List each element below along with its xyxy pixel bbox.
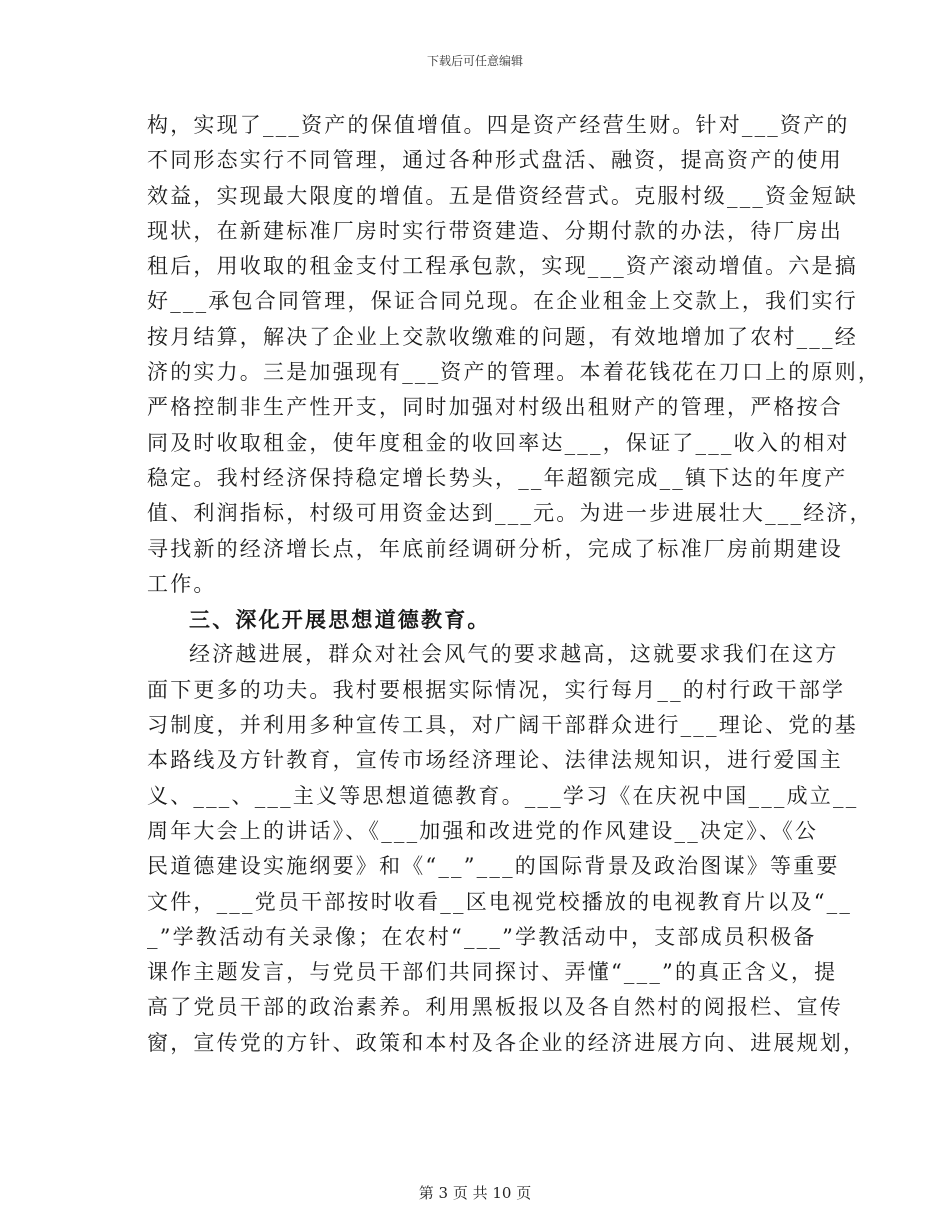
body-line: 民道德建设实施纲要》和《“__”___的国际背景及政治图谋》等重要 bbox=[147, 854, 840, 879]
body-line: 严格控制非生产性开支，同时加强对村级出租财产的管理，严格按合 bbox=[147, 395, 843, 420]
body-line: 构，实现了___资产的保值增值。四是资产经营生财。针对___资产的 bbox=[147, 113, 850, 137]
body-line: 稳定。我村经济保持稳定增长势头，__年超额完成__镇下达的年度产 bbox=[147, 465, 848, 490]
page-header: 下载后可任意编辑 bbox=[426, 54, 523, 68]
body-line: 济的实力。三是加强现有___资产的管理。本着花钱花在刀口上的原则， bbox=[147, 360, 882, 385]
body-line: 不同形态实行不同管理，通过各种形式盘活、融资，提高资产的使用 bbox=[147, 148, 843, 173]
body-line: 值、利润指标，村级可用资金达到___元。为进一步进展壮大___经济， bbox=[147, 501, 873, 526]
document-body bbox=[147, 108, 882, 1061]
body-line: 寻找新的经济增长点，年底前经调研分析，完成了标准厂房前期建设 bbox=[147, 536, 843, 561]
body-line: 面下更多的功夫。我村要根据实际情况，实行每月__的村行政干部学 bbox=[147, 677, 846, 702]
body-line: 同及时收取租金，使年度租金的收回率达___，保证了___收入的相对 bbox=[147, 430, 850, 455]
body-line: 现状，在新建标准厂房时实行带资建造、分期付款的办法，待厂房出 bbox=[147, 218, 843, 243]
body-line: 课作主题发言，与党员干部们共同探讨、弄懂“___”的真正含义，提 bbox=[147, 960, 838, 985]
body-line: 本路线及方针教育，宣传市场经济理论、法律法规知识，进行爱国主 bbox=[147, 748, 843, 773]
section-heading: 三、深化开展思想道德教育。 bbox=[189, 607, 491, 633]
page-number-footer: 第 3 页 共 10 页 bbox=[418, 1184, 532, 1202]
body-line: 习制度，并利用多种宣传工具，对广阔干部群众进行___理论、党的基 bbox=[147, 713, 858, 738]
body-line: 窗，宣传党的方针、政策和本村及各企业的经济进展方向、进展规划， bbox=[147, 1030, 867, 1055]
body-line: 义、___、___主义等思想道德教育。___学习《在庆祝中国___成立__ bbox=[147, 783, 859, 808]
body-line: _”学教活动有关录像；在农村“___”学教活动中，支部成员积极备 bbox=[147, 924, 817, 949]
body-line: 高了党员干部的政治素养。利用黑板报以及各自然村的阅报栏、宣传 bbox=[147, 995, 843, 1020]
body-line: 按月结算，解决了企业上交款收缴难的问题，有效地增加了农村___经 bbox=[147, 324, 858, 349]
body-line: 好___承包合同管理，保证合同兑现。在企业租金上交款上，我们实行 bbox=[147, 289, 858, 314]
body-line: 工作。 bbox=[147, 571, 217, 596]
body-line: 效益，实现最大限度的增值。五是借资经营式。克服村级___资金短缺 bbox=[147, 183, 858, 208]
body-line: 文件，___党员干部按时收看__区电视党校播放的电视教育片以及“__ bbox=[147, 889, 853, 914]
body-line: 租后，用收取的租金支付工程承包款，实现___资产滚动增值。六是搞 bbox=[147, 254, 858, 279]
body-line: 经济越进展，群众对社会风气的要求越高，这就要求我们在这方 bbox=[189, 642, 839, 667]
body-line: 周年大会上的讲话》、《___加强和改进党的作风建设__决定》、《公 bbox=[147, 818, 819, 843]
